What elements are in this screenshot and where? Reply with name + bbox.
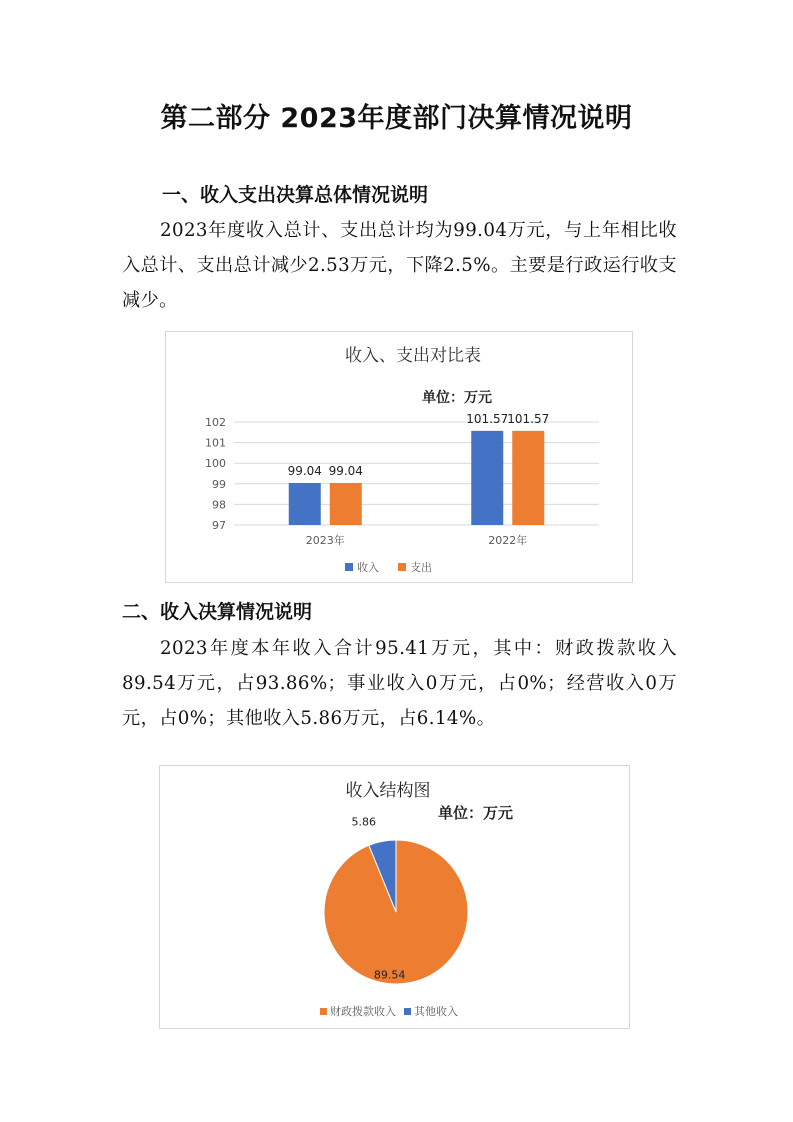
bar-chart-box [165,331,633,583]
bar-chart-bars [289,431,545,525]
pie-chart-title: 收入结构图 [345,781,431,801]
bar-chart-xaxis [306,533,528,547]
bar-data-label: 99.04 [328,463,363,478]
pie-chart-box [159,765,630,1029]
page-title: 第二部分 2023年度部门决算情况说明 [160,103,633,134]
legend-swatch-income [345,563,353,571]
pie-label-other: 5.86 [351,815,377,829]
pie-chart [160,766,629,1028]
section2-paragraph [122,631,677,736]
legend-label-income: 收入 [357,561,379,574]
bar-chart-legend [345,560,432,574]
y-tick-label: 100 [205,457,226,471]
bar-chart-title: 收入、支出对比表 [345,346,481,366]
bar-chart [166,332,632,582]
pie-label-fiscal: 89.54 [373,968,406,982]
bar-data-label: 101.57 [466,411,509,426]
pie-chart-unit: 单位：万元 [438,804,514,822]
bar-data-label: 101.57 [507,411,550,426]
legend-label-fiscal: 财政拨款收入 [330,1005,396,1018]
legend-swatch-fiscal [320,1008,327,1015]
x-tick-label: 2023年 [305,534,345,547]
bar-expense [512,431,544,525]
y-tick-label: 99 [212,477,226,491]
legend-swatch-other [404,1008,411,1015]
legend-label-other: 其他收入 [414,1005,458,1018]
section1-paragraph [122,213,677,318]
bar-chart-unit: 单位：万元 [422,390,492,406]
pie-chart-slices [324,840,468,984]
x-tick-label: 2022年 [488,534,528,547]
y-tick-label: 102 [205,416,226,429]
section1-text: 2023年度收入总计、支出总计均为99.04万元，与上年相比收入总计、支出总计减少2.53万元，下降2.5%。主要是行政运行收支减少。 [122,220,677,311]
y-tick-label: 97 [212,519,226,532]
bar-data-label: 99.04 [287,463,322,478]
y-tick-label: 98 [212,498,226,512]
section2-text: 2023年度本年收入合计95.41万元，其中：财政拨款收入89.54万元，占93.86%；事业收入0万元，占0%；经营收入0万元，占0%；其他收入5.86万元，占6.14%。 [122,638,677,729]
bar-income [289,483,321,525]
bar-income [471,431,503,525]
legend-swatch-expense [398,563,406,571]
section2-heading: 二、收入决算情况说明 [122,601,313,623]
bar-chart-yaxis [205,416,226,532]
y-tick-label: 101 [205,436,226,450]
legend-label-expense: 支出 [410,561,432,574]
pie-chart-legend [320,1004,458,1018]
section1-heading: 一、收入支出决算总体情况说明 [162,184,429,206]
bar-expense [330,483,362,525]
